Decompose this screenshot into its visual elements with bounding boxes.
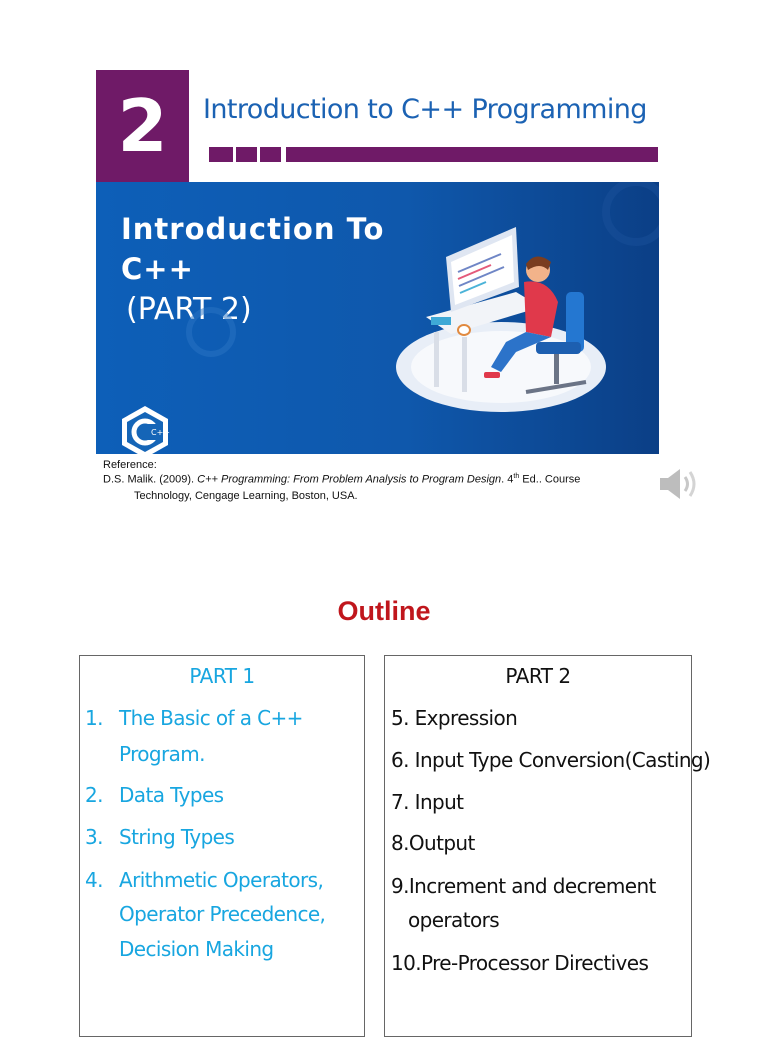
title-bar-seg-1 xyxy=(209,147,233,162)
reference-edition: . 4 xyxy=(501,473,514,486)
part1-item-2-num: 2. xyxy=(85,783,103,807)
part2-item-9-cont: operators xyxy=(408,908,500,932)
reference-author: D.S. Malik. (2009). xyxy=(103,473,198,486)
part2-item-5: 5. Expression xyxy=(391,706,518,730)
outline-title: Outline xyxy=(337,596,431,626)
part2-item-6: 6. Input Type Conversion(Casting) xyxy=(391,748,711,772)
reference-publisher-start: Ed.. Course xyxy=(519,473,581,486)
title-bar-seg-4 xyxy=(286,147,658,162)
part1-item-4-line-2: Operator Precedence, xyxy=(119,902,326,926)
part1-item-4-num: 4. xyxy=(85,868,103,892)
part1-item-1-num: 1. xyxy=(85,706,103,730)
cpp-logo-icon xyxy=(118,404,172,454)
banner-line-3: (PART 2) xyxy=(126,292,252,327)
cpp-logo-text: C++ xyxy=(151,428,170,437)
part2-heading: PART 2 xyxy=(505,664,571,688)
part1-heading: PART 1 xyxy=(189,664,255,688)
part1-item-4-line-1: Arithmetic Operators, xyxy=(119,868,324,892)
part1-box xyxy=(79,655,365,1037)
part1-item-4-line-3: Decision Making xyxy=(119,937,274,961)
cover-banner xyxy=(96,182,659,454)
part1-item-1-line-2: Program. xyxy=(119,742,205,766)
banner-line-1: Introduction To xyxy=(121,212,385,246)
part2-item-8: 8.Output xyxy=(391,831,475,855)
part2-box xyxy=(384,655,711,1037)
reference-citation xyxy=(103,473,580,486)
part2-item-9: 9.Increment and decrement xyxy=(391,874,656,898)
reference-book-title: C++ Programming: From Problem Analysis to Program Design xyxy=(197,473,502,486)
title-bar-seg-2 xyxy=(236,147,257,162)
chapter-number: 2 xyxy=(96,70,189,182)
part2-item-7: 7. Input xyxy=(391,790,464,814)
reference-label: Reference: xyxy=(103,459,157,471)
speaker-icon[interactable] xyxy=(656,464,702,504)
chapter-title: Introduction to C++ Programming xyxy=(203,94,647,125)
part2-item-10: 10.Pre-Processor Directives xyxy=(391,951,649,975)
part1-item-3-line-1: String Types xyxy=(119,825,235,849)
title-bar-seg-3 xyxy=(260,147,281,162)
part1-item-3-num: 3. xyxy=(85,825,103,849)
part1-item-1-line-1: The Basic of a C++ xyxy=(119,706,303,730)
reference-publisher: Technology, Cengage Learning, Boston, USA. xyxy=(134,490,358,502)
part1-item-2-line-1: Data Types xyxy=(119,783,224,807)
banner-line-2: C++ xyxy=(121,252,194,286)
reference-edition-sup: th xyxy=(513,473,520,480)
programmer-illustration xyxy=(96,182,659,454)
